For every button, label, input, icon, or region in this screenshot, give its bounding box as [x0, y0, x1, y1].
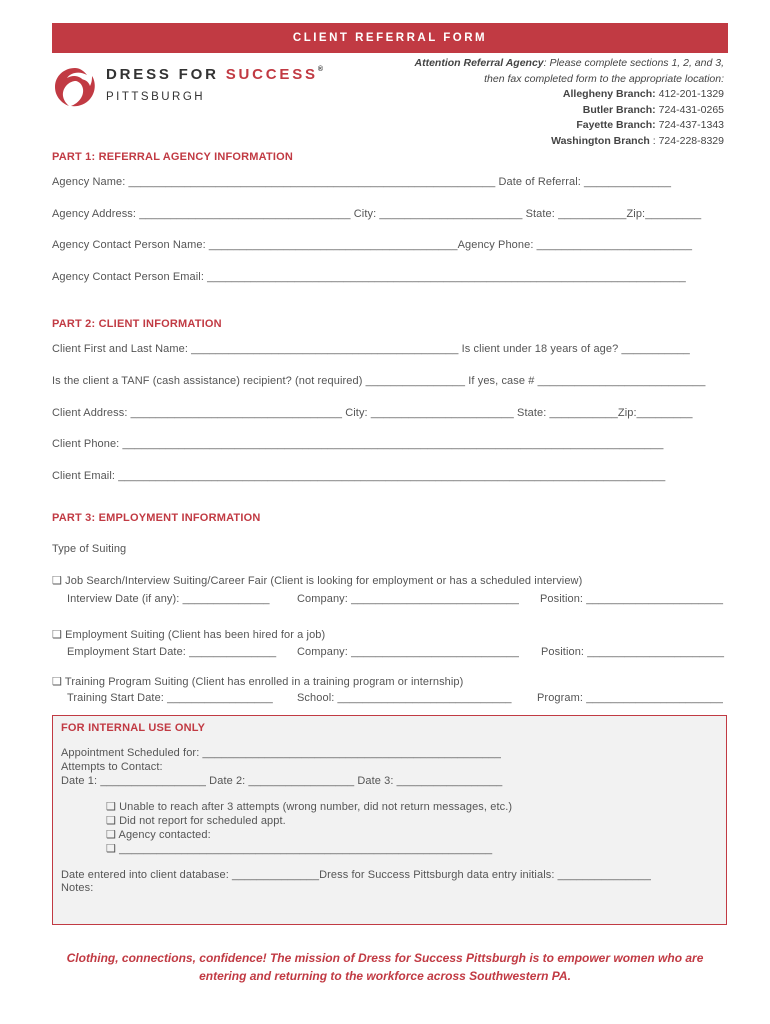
position-field-2[interactable]: Position: ______________________ [541, 646, 725, 658]
checkbox-icon[interactable]: ❑ [106, 815, 116, 827]
training-option[interactable]: ❑ Training Program Suiting (Client has enrolled in a training program or internship) [52, 676, 464, 688]
attention-label: Attention Referral Agency [414, 57, 544, 69]
logo-subtitle: PITTSBURGH [106, 91, 206, 103]
agency-contacted-option[interactable]: ❑ Agency contacted: [106, 829, 211, 841]
checkbox-icon[interactable]: ❑ [106, 829, 116, 841]
did-not-report-option[interactable]: ❑ Did not report for scheduled appt. [106, 815, 286, 827]
branch-butler: Butler Branch: 724-431-0265 [582, 103, 724, 116]
interview-date-field[interactable]: Interview Date (if any): ______________ [67, 593, 270, 605]
notes-label: Notes: [61, 882, 94, 894]
type-of-suiting-label: Type of Suiting [52, 543, 127, 555]
agency-contact-name-field[interactable]: Agency Contact Person Name: ________________________________________Agency Phone: _________________________ [52, 239, 693, 251]
client-email-field[interactable]: Client Email: ________________________________________________________________________________________ [52, 470, 666, 482]
company-field-1[interactable]: Company: ___________________________ [297, 593, 519, 605]
part3-title: PART 3: EMPLOYMENT INFORMATION [52, 512, 261, 524]
school-field[interactable]: School: ____________________________ [297, 692, 512, 704]
part2-title: PART 2: CLIENT INFORMATION [52, 318, 222, 330]
company-field-2[interactable]: Company: ___________________________ [297, 646, 519, 658]
checkbox-icon[interactable]: ❑ [106, 801, 116, 813]
logo-wordmark: DRESS FOR SUCCESS® [106, 66, 323, 83]
client-name-field[interactable]: Client First and Last Name: ___________________________________________ Is client under 18 years of age? ___________ [52, 343, 690, 355]
position-field-1[interactable]: Position: ______________________ [540, 593, 724, 605]
database-entry-field[interactable]: Date entered into client database: ______________Dress for Success Pittsburgh data entry initials: _______________ [61, 869, 651, 881]
internal-use-title: FOR INTERNAL USE ONLY [61, 722, 206, 734]
dress-for-success-logo-icon [52, 66, 98, 108]
checkbox-icon[interactable]: ❑ [52, 676, 62, 688]
client-address-field[interactable]: Client Address: __________________________________ City: _______________________ State: ___________Zip:_________ [52, 407, 693, 419]
attention-block: Attention Referral Agency: Please complete sections 1, 2, and 3, then fax completed form to the appropriate location: Allegheny Branch: 412-201-1329 Butler Branch: 724-431-0265 Fayette Branch: 724-437-1343 Washington Branch : 724-228-8329 [415, 56, 725, 150]
client-phone-field[interactable]: Client Phone: _______________________________________________________________________________________ [52, 438, 664, 450]
tanf-field[interactable]: Is the client a TANF (cash assistance) recipient? (not required) ________________ If yes, case # ___________________________ [52, 375, 706, 387]
other-option[interactable]: ❑ ____________________________________________________________ [106, 843, 493, 855]
part1-title: PART 1: REFERRAL AGENCY INFORMATION [52, 151, 294, 163]
employment-option[interactable]: ❑ Employment Suiting (Client has been hired for a job) [52, 629, 326, 641]
checkbox-icon[interactable]: ❑ [106, 843, 116, 855]
appointment-field[interactable]: Appointment Scheduled for: ________________________________________________ [61, 747, 501, 759]
branch-allegheny: Allegheny Branch: 412-201-1329 [562, 88, 724, 101]
agency-name-field[interactable]: Agency Name: ___________________________________________________________ Date of Referral: ______________ [52, 176, 672, 188]
attempts-label: Attempts to Contact: [61, 761, 163, 773]
form-title: CLIENT REFERRAL FORM [292, 32, 488, 44]
job-search-option[interactable]: ❑ Job Search/Interview Suiting/Career Fair (Client is looking for employment or has a scheduled interview) [52, 575, 583, 587]
form-title-bar [52, 23, 728, 53]
checkbox-icon[interactable]: ❑ [52, 629, 62, 641]
branch-washington: Washington Branch : 724-228-8329 [551, 134, 724, 147]
contact-dates-field[interactable]: Date 1: _________________ Date 2: _________________ Date 3: _________________ [61, 775, 503, 787]
agency-contact-email-field[interactable]: Agency Contact Person Email: _____________________________________________________________________________ [52, 271, 686, 283]
branch-fayette: Fayette Branch: 724-437-1343 [576, 119, 724, 132]
mission-statement: Clothing, connections, confidence! The mission of Dress for Success Pittsburgh is to empower women who are entering and returning to the workforce across Southwestern PA. [66, 951, 704, 983]
training-start-field[interactable]: Training Start Date: _________________ [67, 692, 273, 704]
checkbox-icon[interactable]: ❑ [52, 575, 62, 587]
program-field[interactable]: Program: ______________________ [537, 692, 723, 704]
employment-start-field[interactable]: Employment Start Date: ______________ [67, 646, 277, 658]
unable-to-reach-option[interactable]: ❑ Unable to reach after 3 attempts (wrong number, did not return messages, etc.) [106, 801, 513, 813]
agency-address-field[interactable]: Agency Address: __________________________________ City: _______________________ State: ___________Zip:_________ [52, 208, 702, 220]
